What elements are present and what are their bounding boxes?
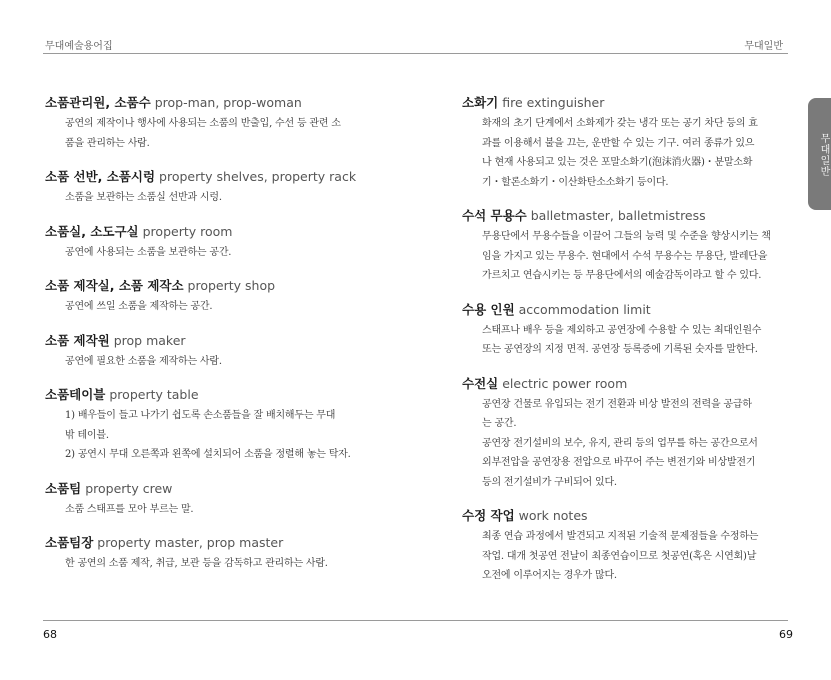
entry-english-term: accommodation limit [518,301,651,317]
entry-definition [65,406,380,465]
entry-english-term: prop-man, prop-woman [154,95,302,110]
entry-heading [45,167,380,186]
definition-line: 공연에 쓰일 소품을 제작하는 공간. [65,301,213,312]
entry-english-term: property table [109,387,199,402]
definition-line: 한 공연의 소품 제작, 취급, 보관 등을 감독하고 관리하는 사람. [65,558,328,569]
entry-heading [462,93,787,112]
glossary-entry [462,506,787,586]
entry-definition [65,297,380,317]
section-tab-label: 무대일반 [818,133,829,177]
entry-definition [482,395,787,493]
definition-line: 공연의 제작이나 행사에 사용되는 소품의 반출입, 수선 등 관련 소 [65,118,341,129]
entry-term: 소품실, 소도구실 [45,223,139,239]
entry-english-term: balletmaster, balletmistress [530,208,706,223]
right-column [462,93,787,600]
entry-term: 수정 작업 [462,508,515,523]
running-header-left: 무대예술용어집 [45,41,113,52]
left-column [45,93,380,588]
definition-line: 또는 공연장의 지정 면적. 공연장 등록증에 기록된 숫자를 말한다. [482,344,758,355]
entry-heading [45,222,380,241]
glossary-entry [45,533,380,574]
glossary-entry [462,300,787,360]
entry-definition [65,352,380,372]
glossary-entry [45,276,380,317]
entry-heading [45,533,380,552]
entry-definition [482,527,787,586]
entry-english-term: property shelves, property rack [159,169,357,184]
entry-term: 소품팀 [45,480,82,496]
footer-rule [43,620,788,621]
glossary-entry [462,93,787,192]
glossary-entry [45,167,380,208]
definition-line: 가르치고 연습시키는 등 무용단에서의 예술감독이라고 할 수 있다. [482,270,762,281]
entry-english-term: property master, prop master [97,535,284,550]
definition-line: 공연장 전기설비의 보수, 유지, 관리 등의 업무를 하는 공간으로서 [482,437,758,449]
entry-term: 소화기 [462,95,499,110]
definition-line: 소품을 보관하는 소품실 선반과 시렁. [65,192,222,203]
definition-line: 스태프나 배우 등을 제외하고 공연장에 수용할 수 있는 최대인원수 [482,324,762,336]
entry-definition [65,500,380,520]
definition-line: 기・할론소화기・이산화탄소소화기 등이다. [482,176,669,188]
definition-line: 공연장 건물로 유입되는 전기 전환과 비상 발전의 전력을 공급하 [482,398,752,410]
definition-line: 품을 관리하는 사람. [65,137,150,149]
glossary-entry [45,385,380,465]
running-header-right: 무대일반 [744,41,783,52]
definition-line: 오전에 이루어지는 경우가 많다. [482,570,617,581]
entry-term: 수석 무용수 [462,208,527,223]
entry-heading [45,93,380,112]
page-number-right: 69 [779,628,793,641]
entry-english-term: property shop [187,278,276,293]
definition-line: 나 현재 사용되고 있는 것은 포말소화기(泡沫消火器)・분말소화 [482,157,753,168]
entry-heading [45,331,380,350]
entry-heading [462,206,787,225]
entry-term: 소품팀장 [45,535,94,550]
entry-english-term: work notes [518,508,588,523]
entry-heading [45,479,380,498]
glossary-entry [45,222,380,263]
glossary-entry [45,93,380,153]
definition-line: 과를 이용해서 불을 끄는, 운반할 수 있는 기구. 여러 종류가 있으 [482,137,755,149]
entry-definition [65,243,380,263]
entry-term: 소품 제작원 [45,332,110,348]
definition-line: 1) 배우들이 들고 나가기 쉽도록 손소품들을 잘 배치해두는 무대 [65,410,336,421]
entry-definition [65,114,380,153]
entry-heading [462,506,787,525]
glossary-entry [462,206,787,286]
entry-heading [45,276,380,295]
definition-line: 화재의 초기 단계에서 소화제가 갖는 냉각 또는 공기 차단 등의 효 [482,118,758,129]
definition-line: 는 공간. [482,418,517,429]
definition-line: 소품 스태프를 모아 부르는 말. [65,503,194,515]
entry-heading [462,374,787,393]
definition-line: 2) 공연시 무대 오른쪽과 왼쪽에 설치되어 소품을 정렬해 놓는 탁자. [65,449,351,460]
entry-term: 수전실 [462,375,499,391]
entry-english-term: property room [142,223,233,239]
glossary-entry [45,479,380,520]
glossary-entry [45,331,380,372]
glossary-entry [462,374,787,493]
definition-line: 공연에 필요한 소품을 제작하는 사람. [65,355,222,367]
definition-line: 작업. 대개 첫공연 전날이 최종연습이므로 첫공연(혹은 시연회)날 [482,550,757,562]
entry-definition [482,227,787,286]
entry-english-term: electric power room [502,375,628,391]
entry-heading [462,300,787,319]
definition-line: 공연에 사용되는 소품을 보관하는 공간. [65,246,232,258]
definition-line: 임을 가지고 있는 무용수. 현대에서 수석 무용수는 무용단, 발레단을 [482,250,768,262]
definition-line: 밖 테이블. [65,429,109,441]
entry-term: 소품관리원, 소품수 [45,95,151,110]
header-rule [43,53,788,54]
entry-heading [45,385,380,404]
definition-line: 최종 연습 과정에서 발견되고 지적된 기술적 문제점들을 수정하는 [482,531,759,542]
entry-english-term: prop maker [113,332,186,348]
definition-line: 등의 전기설비가 구비되어 있다. [482,476,617,488]
entry-term: 수용 인원 [462,301,515,317]
page-number-left: 68 [43,628,57,641]
entry-english-term: property crew [85,480,173,496]
entry-term: 소품테이블 [45,387,106,402]
entry-definition [65,554,380,574]
entry-definition [482,114,787,192]
entry-definition [65,188,380,208]
entry-english-term: fire extinguisher [502,95,605,110]
definition-line: 무용단에서 무용수들을 이끌어 그들의 능력 및 수준을 향상시키는 책 [482,231,771,242]
entry-term: 소품 선반, 소품시렁 [45,169,156,184]
entry-definition [482,321,787,360]
entry-term: 소품 제작실, 소품 제작소 [45,278,184,293]
definition-line: 외부전압을 공연장용 전압으로 바꾸어 주는 변전기와 비상발전기 [482,457,756,468]
